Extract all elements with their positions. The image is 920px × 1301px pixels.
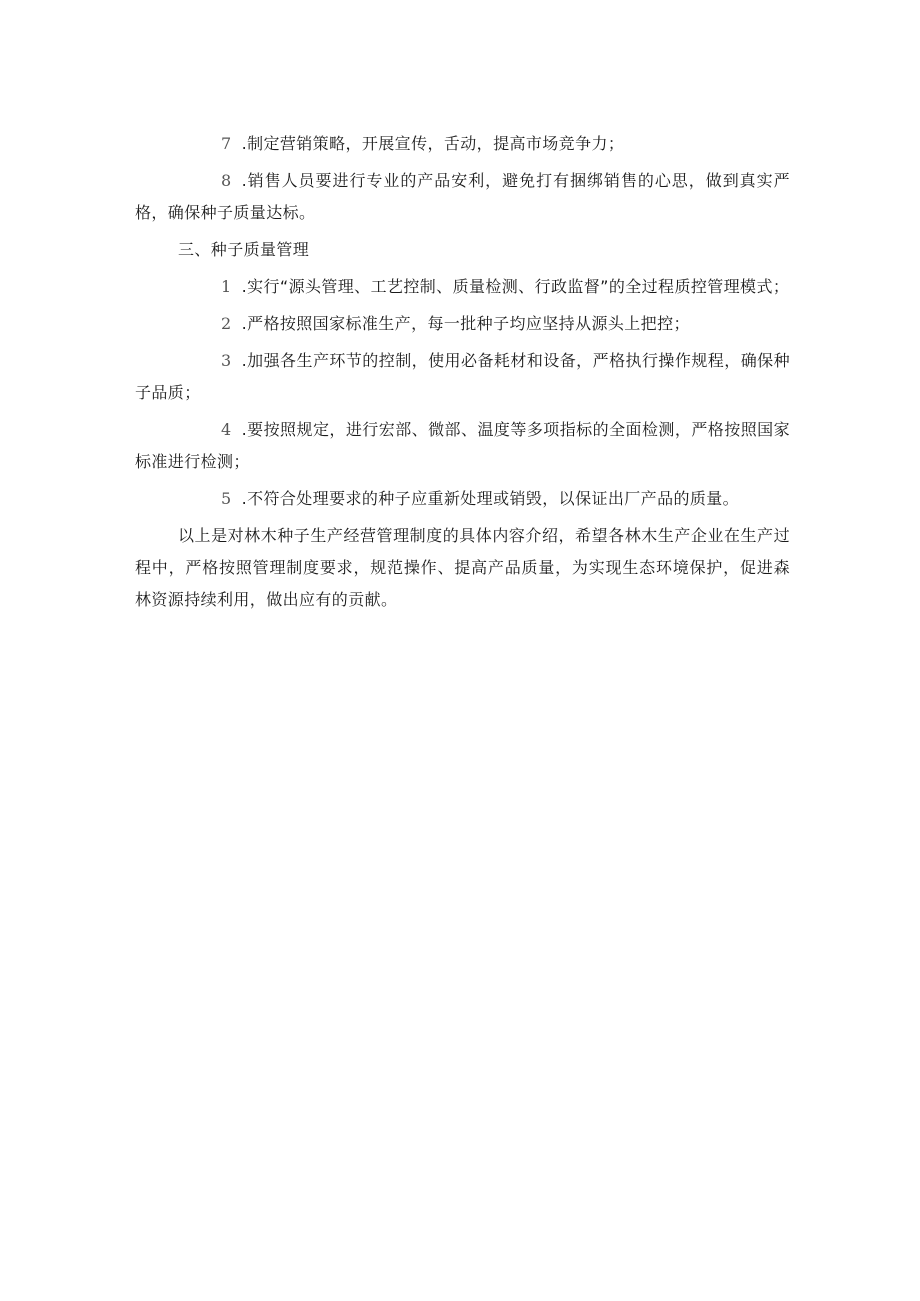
item-text: .要按照规定，进行宏部、微部、温度等多项指标的全面检测，严格按照国家标准进行检测； bbox=[135, 420, 790, 471]
item-text: .不符合处理要求的种子应重新处理或销毁，以保证出厂产品的质量。 bbox=[241, 489, 740, 508]
quality-item-3 bbox=[135, 345, 790, 409]
quality-item-2 bbox=[135, 308, 790, 340]
section-heading: 三、种子质量管理 bbox=[178, 240, 310, 259]
item-number: 4 bbox=[221, 420, 232, 439]
item-number: 8 bbox=[221, 171, 232, 190]
item-text: .实行“源头管理、工艺控制、质量检测、行政监督”的全过程质控管理模式； bbox=[241, 277, 790, 296]
quality-item-5 bbox=[135, 483, 790, 515]
item-number: 5 bbox=[221, 489, 232, 508]
quality-item-4 bbox=[135, 414, 790, 478]
list-item-8 bbox=[135, 165, 790, 229]
item-number: 3 bbox=[221, 351, 232, 370]
list-item-7 bbox=[135, 128, 790, 160]
quality-item-1 bbox=[135, 271, 790, 303]
item-number: 1 bbox=[221, 277, 232, 296]
item-text: .销售人员要进行专业的产品安利，避免打有捆绑销售的心思，做到真实严格，确保种子质量达标。 bbox=[135, 171, 790, 222]
item-text: .制定营销策略，开展宣传，舌动，提高市场竞争力； bbox=[241, 134, 625, 153]
item-text: .加强各生产环节的控制，使用必备耗材和设备，严格执行操作规程，确保种子品质； bbox=[135, 351, 790, 402]
item-text: .严格按照国家标准生产，每一批种子均应坚持从源头上把控； bbox=[241, 314, 690, 333]
conclusion-paragraph: 以上是对林木种子生产经营管理制度的具体内容介绍，希望各林木生产企业在生产过程中，严格按照管理制度要求，规范操作、提高产品质量，为实现生态环境保护，促进森林资源持续利用，做出应有的贡献。 bbox=[135, 526, 790, 609]
document-body bbox=[135, 128, 790, 621]
item-number: 7 bbox=[221, 134, 232, 153]
item-number: 2 bbox=[221, 314, 232, 333]
